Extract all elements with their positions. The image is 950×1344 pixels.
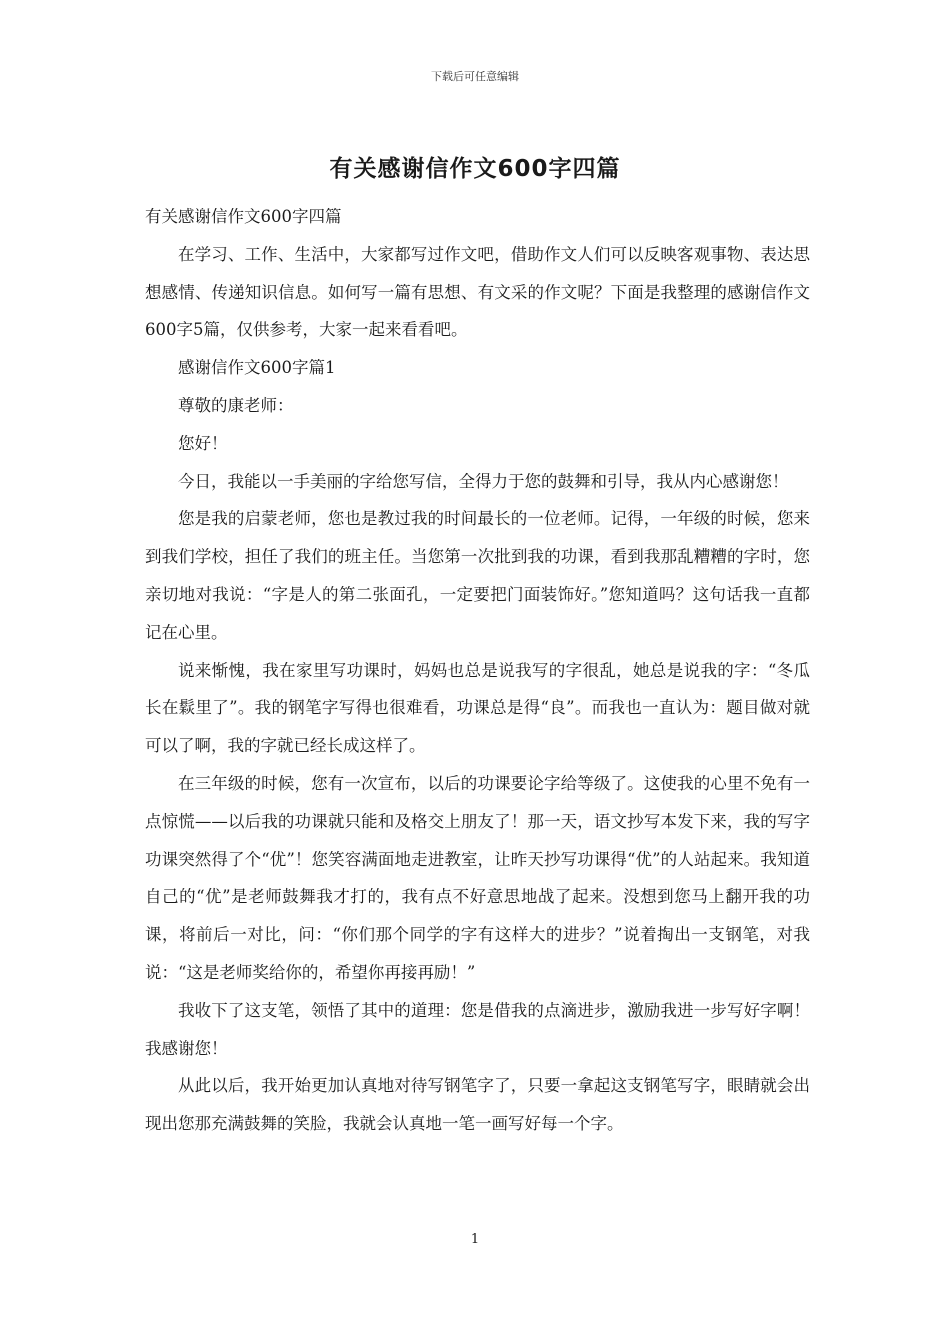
document-subtitle: 有关感谢信作文600字四篇 <box>145 207 342 226</box>
paragraph: 在三年级的时候，您有一次宣布，以后的功课要论字给等级了。这使我的心里不免有一点惊慌——以后我的功课就只能和及格交上朋友了！那一天，语文抄写本发下来，我的写字功课突然得了个“优”！您笑容满面地走进教室，让昨天抄写功课得“优”的人站起来。我知道自己的“优”是老师鼓舞我才打的，我有点不好意思地战了起来。没想到您马上翻开我的功课，将前后一对比，问：“你们那个同学的字有这样大的进步？”说着掏出一支钢笔，对我说：“这是老师奖给你的，希望你再接再励！” <box>145 773 810 982</box>
paragraph-intro: 在学习、工作、生活中，大家都写过作文吧，借助作文人们可以反映客观事物、表达思想感情、传递知识信息。如何写一篇有思想、有文采的作文呢？下面是我整理的感谢信作文600字5篇，仅供参考，大家一起来看看吧。 <box>145 244 810 340</box>
page-number: 1 <box>470 1232 480 1247</box>
paragraph: 我收下了这支笔，领悟了其中的道理：您是借我的点滴进步，激励我进一步写好字啊！我感谢您！ <box>145 1000 810 1058</box>
document-body <box>145 198 810 1143</box>
document-title: 有关感谢信作文600字四篇 <box>329 156 621 182</box>
letter-greeting: 您好！ <box>178 433 228 453</box>
paragraph: 今日，我能以一手美丽的字给您写信，全得力于您的鼓舞和引导，我从内心感谢您！ <box>178 471 789 491</box>
paragraph: 说来惭愧，我在家里写功课时，妈妈也总是说我写的字很乱，她总是说我的字：“冬瓜长在鬏里了”。我的钢笔字写得也很难看，功课总是得“良”。而我也一直认为：题目做对就可以了啊，我的字就已经长成这样了。 <box>145 660 810 756</box>
paragraph: 从此以后，我开始更加认真地对待写钢笔字了，只要一拿起这支钢笔写字，眼睛就会出现出您那充满鼓舞的笑脸，我就会认真地一笔一画写好每一个字。 <box>145 1076 810 1134</box>
section-heading: 感谢信作文600字篇1 <box>178 358 336 378</box>
letter-salutation: 尊敬的康老师： <box>178 395 294 415</box>
paragraph: 您是我的启蒙老师，您也是教过我的时间最长的一位老师。记得，一年级的时候，您来到我们学校，担任了我们的班主任。当您第一次批到我的功课，看到我那乱糟糟的字时，您亲切地对我说：“字是人的第二张面孔，一定要把门面装饰好。”您知道吗？这句话我一直都记在心里。 <box>145 509 810 642</box>
header-note: 下载后可任意编辑 <box>431 70 519 83</box>
